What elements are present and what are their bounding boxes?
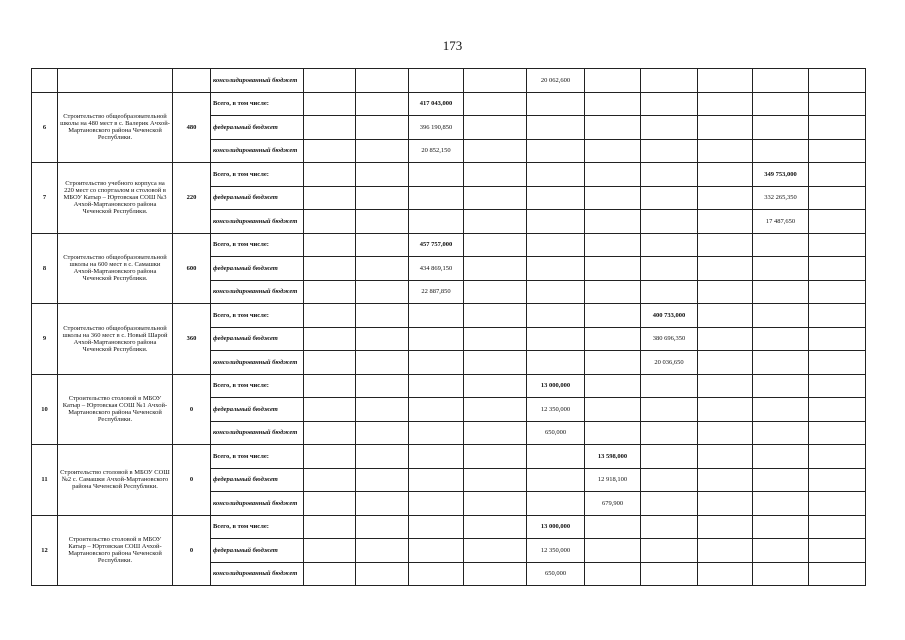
value-cell bbox=[753, 398, 809, 422]
budget-type-cell: консолидированный бюджет bbox=[211, 351, 304, 375]
value-cell bbox=[304, 421, 356, 445]
value-cell bbox=[464, 257, 527, 281]
value-cell bbox=[698, 186, 753, 210]
value-cell bbox=[409, 374, 464, 398]
value-cell bbox=[304, 515, 356, 539]
value-cell bbox=[698, 374, 753, 398]
value-cell bbox=[356, 139, 409, 163]
object-name-cell: Строительство столовой в МБОУ СОШ №2 с. Самашки Ачхой-Мартановского района Чеченской Республики. bbox=[58, 445, 173, 516]
row-number-cell: 6 bbox=[32, 92, 58, 163]
value-cell bbox=[304, 257, 356, 281]
table-row bbox=[32, 304, 866, 328]
value-cell bbox=[304, 374, 356, 398]
value-cell bbox=[809, 421, 866, 445]
budget-type-cell: консолидированный бюджет bbox=[211, 280, 304, 304]
value-cell: 13 000,000 bbox=[527, 374, 585, 398]
value-cell bbox=[809, 351, 866, 375]
capacity-cell: 600 bbox=[173, 233, 211, 304]
budget-type-cell: федеральный бюджет bbox=[211, 186, 304, 210]
budget-type-cell: Всего, в том числе: bbox=[211, 374, 304, 398]
value-cell bbox=[304, 351, 356, 375]
value-cell bbox=[304, 139, 356, 163]
value-cell bbox=[464, 233, 527, 257]
budget-type-cell: Всего, в том числе: bbox=[211, 445, 304, 469]
capacity-cell: 480 bbox=[173, 92, 211, 163]
value-cell bbox=[641, 186, 698, 210]
row-number-cell: 9 bbox=[32, 304, 58, 375]
value-cell bbox=[809, 304, 866, 328]
value-cell bbox=[527, 186, 585, 210]
value-cell: 417 043,000 bbox=[409, 92, 464, 116]
table-row bbox=[32, 233, 866, 257]
value-cell: 400 733,000 bbox=[641, 304, 698, 328]
value-cell bbox=[641, 539, 698, 563]
value-cell bbox=[527, 468, 585, 492]
value-cell: 22 887,850 bbox=[409, 280, 464, 304]
value-cell bbox=[753, 421, 809, 445]
row-number-cell: 7 bbox=[32, 163, 58, 234]
value-cell: 12 350,000 bbox=[527, 398, 585, 422]
value-cell bbox=[698, 327, 753, 351]
value-cell bbox=[409, 210, 464, 234]
value-cell bbox=[585, 398, 641, 422]
budget-type-cell: Всего, в том числе: bbox=[211, 233, 304, 257]
value-cell bbox=[698, 163, 753, 187]
value-cell bbox=[641, 398, 698, 422]
value-cell bbox=[809, 445, 866, 469]
value-cell bbox=[585, 69, 641, 93]
value-cell: 332 265,350 bbox=[753, 186, 809, 210]
budget-type-cell: Всего, в том числе: bbox=[211, 92, 304, 116]
value-cell bbox=[356, 351, 409, 375]
value-cell bbox=[304, 163, 356, 187]
value-cell bbox=[356, 304, 409, 328]
value-cell bbox=[527, 163, 585, 187]
value-cell bbox=[753, 233, 809, 257]
value-cell bbox=[464, 116, 527, 140]
object-name-cell: Строительство столовой в МБОУ Катыр – Юртовская СОШ Ачхой-Мартановского района Чеченской Республики. bbox=[58, 515, 173, 586]
value-cell bbox=[464, 69, 527, 93]
budget-type-cell: Всего, в том числе: bbox=[211, 515, 304, 539]
value-cell bbox=[698, 304, 753, 328]
value-cell bbox=[356, 210, 409, 234]
budget-type-cell: Всего, в том числе: bbox=[211, 304, 304, 328]
value-cell bbox=[698, 351, 753, 375]
value-cell bbox=[753, 562, 809, 586]
value-cell bbox=[464, 327, 527, 351]
value-cell bbox=[809, 92, 866, 116]
value-cell bbox=[527, 92, 585, 116]
budget-type-cell: консолидированный бюджет bbox=[211, 492, 304, 516]
value-cell bbox=[585, 327, 641, 351]
budget-type-cell: федеральный бюджет bbox=[211, 539, 304, 563]
value-cell bbox=[641, 69, 698, 93]
row-number-cell: 8 bbox=[32, 233, 58, 304]
value-cell bbox=[356, 116, 409, 140]
object-name-cell bbox=[58, 69, 173, 93]
value-cell bbox=[464, 163, 527, 187]
table-body bbox=[32, 69, 866, 586]
value-cell bbox=[753, 539, 809, 563]
value-cell bbox=[753, 445, 809, 469]
value-cell bbox=[585, 233, 641, 257]
value-cell bbox=[753, 139, 809, 163]
table-row-partial bbox=[32, 69, 866, 93]
value-cell bbox=[409, 327, 464, 351]
value-cell bbox=[641, 139, 698, 163]
value-cell bbox=[304, 233, 356, 257]
value-cell bbox=[753, 351, 809, 375]
value-cell bbox=[304, 562, 356, 586]
value-cell bbox=[809, 327, 866, 351]
value-cell bbox=[809, 539, 866, 563]
value-cell bbox=[356, 186, 409, 210]
value-cell: 13 598,000 bbox=[585, 445, 641, 469]
value-cell bbox=[753, 492, 809, 516]
value-cell bbox=[641, 374, 698, 398]
value-cell bbox=[753, 69, 809, 93]
table-row bbox=[32, 163, 866, 187]
value-cell bbox=[641, 515, 698, 539]
value-cell bbox=[585, 304, 641, 328]
value-cell bbox=[698, 445, 753, 469]
value-cell bbox=[698, 515, 753, 539]
value-cell bbox=[527, 327, 585, 351]
value-cell bbox=[698, 280, 753, 304]
value-cell bbox=[585, 210, 641, 234]
value-cell bbox=[809, 210, 866, 234]
value-cell bbox=[304, 445, 356, 469]
page-number: 173 bbox=[442, 38, 463, 53]
value-cell bbox=[464, 139, 527, 163]
value-cell bbox=[698, 398, 753, 422]
value-cell: 650,000 bbox=[527, 421, 585, 445]
value-cell bbox=[585, 186, 641, 210]
table-row bbox=[32, 445, 866, 469]
value-cell bbox=[698, 233, 753, 257]
budget-type-cell: федеральный бюджет bbox=[211, 116, 304, 140]
value-cell bbox=[527, 233, 585, 257]
value-cell bbox=[585, 539, 641, 563]
value-cell bbox=[641, 492, 698, 516]
budget-type-cell: консолидированный бюджет bbox=[211, 69, 304, 93]
value-cell bbox=[698, 257, 753, 281]
object-name-cell: Строительство общеобразовательной школы на 480 мест в с. Валерик Ачхой-Мартановского района Чеченской Республики. bbox=[58, 92, 173, 163]
value-cell bbox=[409, 468, 464, 492]
value-cell bbox=[356, 374, 409, 398]
value-cell bbox=[409, 351, 464, 375]
value-cell bbox=[356, 69, 409, 93]
value-cell bbox=[304, 116, 356, 140]
capacity-cell: 0 bbox=[173, 515, 211, 586]
value-cell bbox=[304, 468, 356, 492]
value-cell bbox=[304, 210, 356, 234]
capacity-cell: 360 bbox=[173, 304, 211, 375]
value-cell bbox=[464, 492, 527, 516]
value-cell bbox=[809, 562, 866, 586]
value-cell bbox=[641, 233, 698, 257]
value-cell bbox=[698, 492, 753, 516]
value-cell: 650,000 bbox=[527, 562, 585, 586]
capacity-cell: 0 bbox=[173, 445, 211, 516]
budget-type-cell: федеральный бюджет bbox=[211, 327, 304, 351]
value-cell bbox=[585, 374, 641, 398]
value-cell: 20 036,650 bbox=[641, 351, 698, 375]
value-cell: 679,900 bbox=[585, 492, 641, 516]
value-cell bbox=[641, 421, 698, 445]
value-cell bbox=[585, 351, 641, 375]
value-cell bbox=[585, 515, 641, 539]
value-cell bbox=[304, 327, 356, 351]
value-cell bbox=[809, 398, 866, 422]
value-cell bbox=[409, 186, 464, 210]
value-cell bbox=[304, 186, 356, 210]
row-number-cell bbox=[32, 69, 58, 93]
value-cell bbox=[585, 562, 641, 586]
value-cell bbox=[698, 69, 753, 93]
value-cell bbox=[356, 515, 409, 539]
value-cell bbox=[527, 492, 585, 516]
value-cell bbox=[527, 116, 585, 140]
value-cell bbox=[527, 445, 585, 469]
value-cell: 17 487,650 bbox=[753, 210, 809, 234]
value-cell bbox=[585, 139, 641, 163]
row-number-cell: 10 bbox=[32, 374, 58, 445]
value-cell bbox=[809, 233, 866, 257]
value-cell bbox=[753, 92, 809, 116]
value-cell bbox=[409, 515, 464, 539]
capacity-cell bbox=[173, 69, 211, 93]
table-row bbox=[32, 515, 866, 539]
budget-type-cell: Всего, в том числе: bbox=[211, 163, 304, 187]
value-cell bbox=[585, 163, 641, 187]
table-row bbox=[32, 92, 866, 116]
table-row bbox=[32, 374, 866, 398]
value-cell bbox=[409, 69, 464, 93]
value-cell bbox=[356, 327, 409, 351]
value-cell bbox=[809, 515, 866, 539]
value-cell bbox=[641, 163, 698, 187]
value-cell: 20 852,150 bbox=[409, 139, 464, 163]
budget-type-cell: федеральный бюджет bbox=[211, 398, 304, 422]
value-cell bbox=[356, 280, 409, 304]
value-cell bbox=[356, 421, 409, 445]
value-cell bbox=[356, 468, 409, 492]
value-cell bbox=[304, 398, 356, 422]
row-number-cell: 11 bbox=[32, 445, 58, 516]
value-cell bbox=[809, 468, 866, 492]
value-cell bbox=[527, 351, 585, 375]
value-cell bbox=[698, 421, 753, 445]
value-cell bbox=[464, 468, 527, 492]
value-cell: 13 000,000 bbox=[527, 515, 585, 539]
value-cell bbox=[304, 539, 356, 563]
value-cell bbox=[698, 210, 753, 234]
value-cell bbox=[809, 116, 866, 140]
value-cell bbox=[356, 398, 409, 422]
value-cell bbox=[304, 92, 356, 116]
value-cell bbox=[698, 116, 753, 140]
value-cell bbox=[809, 186, 866, 210]
value-cell bbox=[641, 445, 698, 469]
value-cell bbox=[809, 280, 866, 304]
value-cell bbox=[527, 280, 585, 304]
value-cell bbox=[641, 116, 698, 140]
value-cell: 349 753,000 bbox=[753, 163, 809, 187]
value-cell bbox=[409, 304, 464, 328]
value-cell bbox=[356, 163, 409, 187]
budget-table bbox=[31, 68, 866, 586]
budget-type-cell: консолидированный бюджет bbox=[211, 421, 304, 445]
value-cell bbox=[527, 257, 585, 281]
budget-type-cell: федеральный бюджет bbox=[211, 257, 304, 281]
value-cell bbox=[698, 539, 753, 563]
value-cell bbox=[464, 374, 527, 398]
value-cell bbox=[753, 116, 809, 140]
value-cell: 12 918,100 bbox=[585, 468, 641, 492]
value-cell bbox=[464, 539, 527, 563]
value-cell bbox=[409, 492, 464, 516]
value-cell bbox=[464, 210, 527, 234]
value-cell bbox=[698, 468, 753, 492]
value-cell bbox=[585, 280, 641, 304]
value-cell bbox=[753, 257, 809, 281]
value-cell bbox=[409, 562, 464, 586]
value-cell bbox=[304, 69, 356, 93]
value-cell bbox=[464, 515, 527, 539]
value-cell bbox=[527, 210, 585, 234]
value-cell bbox=[304, 304, 356, 328]
value-cell bbox=[464, 445, 527, 469]
value-cell: 380 696,350 bbox=[641, 327, 698, 351]
value-cell bbox=[585, 257, 641, 281]
value-cell bbox=[409, 445, 464, 469]
value-cell bbox=[464, 398, 527, 422]
object-name-cell: Строительство столовой в МБОУ Катыр – Юртовская СОШ №1 Ачхой-Мартановского района Чеченской Республики. bbox=[58, 374, 173, 445]
value-cell bbox=[753, 327, 809, 351]
budget-type-cell: консолидированный бюджет bbox=[211, 210, 304, 234]
value-cell bbox=[356, 257, 409, 281]
value-cell bbox=[464, 280, 527, 304]
value-cell bbox=[753, 374, 809, 398]
value-cell bbox=[409, 421, 464, 445]
value-cell bbox=[698, 139, 753, 163]
value-cell bbox=[409, 539, 464, 563]
value-cell: 457 757,000 bbox=[409, 233, 464, 257]
value-cell bbox=[698, 562, 753, 586]
value-cell bbox=[641, 257, 698, 281]
value-cell bbox=[464, 351, 527, 375]
value-cell bbox=[698, 92, 753, 116]
value-cell bbox=[464, 562, 527, 586]
value-cell bbox=[527, 304, 585, 328]
value-cell bbox=[304, 492, 356, 516]
value-cell: 20 062,600 bbox=[527, 69, 585, 93]
capacity-cell: 0 bbox=[173, 374, 211, 445]
value-cell bbox=[585, 421, 641, 445]
value-cell bbox=[304, 280, 356, 304]
value-cell: 12 350,000 bbox=[527, 539, 585, 563]
value-cell bbox=[753, 468, 809, 492]
value-cell bbox=[585, 92, 641, 116]
value-cell bbox=[641, 92, 698, 116]
value-cell bbox=[464, 304, 527, 328]
value-cell bbox=[409, 163, 464, 187]
value-cell bbox=[809, 257, 866, 281]
value-cell bbox=[356, 445, 409, 469]
value-cell bbox=[356, 92, 409, 116]
value-cell bbox=[464, 92, 527, 116]
object-name-cell: Строительство общеобразовательной школы на 600 мест в с. Самашки Ачхой-Мартановского района Чеченской Республики. bbox=[58, 233, 173, 304]
value-cell bbox=[641, 280, 698, 304]
value-cell: 434 869,150 bbox=[409, 257, 464, 281]
value-cell bbox=[356, 539, 409, 563]
value-cell bbox=[753, 304, 809, 328]
capacity-cell: 220 bbox=[173, 163, 211, 234]
row-number-cell: 12 bbox=[32, 515, 58, 586]
value-cell bbox=[641, 468, 698, 492]
value-cell bbox=[356, 233, 409, 257]
value-cell bbox=[809, 163, 866, 187]
value-cell bbox=[464, 421, 527, 445]
value-cell: 396 190,850 bbox=[409, 116, 464, 140]
value-cell bbox=[809, 492, 866, 516]
value-cell bbox=[527, 139, 585, 163]
object-name-cell: Строительство общеобразовательной школы на 360 мест в с. Новый Шарой Ачхой-Мартановского района Чеченской Республики. bbox=[58, 304, 173, 375]
value-cell bbox=[585, 116, 641, 140]
value-cell bbox=[409, 398, 464, 422]
value-cell bbox=[753, 280, 809, 304]
value-cell bbox=[356, 562, 409, 586]
value-cell bbox=[809, 69, 866, 93]
value-cell bbox=[356, 492, 409, 516]
budget-type-cell: федеральный бюджет bbox=[211, 468, 304, 492]
value-cell bbox=[464, 186, 527, 210]
object-name-cell: Строительство учебного корпуса на 220 мест со спортзалом и столовой в МБОУ Катыр – Юртовская СОШ №3 Ачхой-Мартановского района Чеченской Республики. bbox=[58, 163, 173, 234]
value-cell bbox=[809, 139, 866, 163]
value-cell bbox=[641, 210, 698, 234]
budget-type-cell: консолидированный бюджет bbox=[211, 562, 304, 586]
value-cell bbox=[641, 562, 698, 586]
budget-type-cell: консолидированный бюджет bbox=[211, 139, 304, 163]
value-cell bbox=[753, 515, 809, 539]
value-cell bbox=[809, 374, 866, 398]
